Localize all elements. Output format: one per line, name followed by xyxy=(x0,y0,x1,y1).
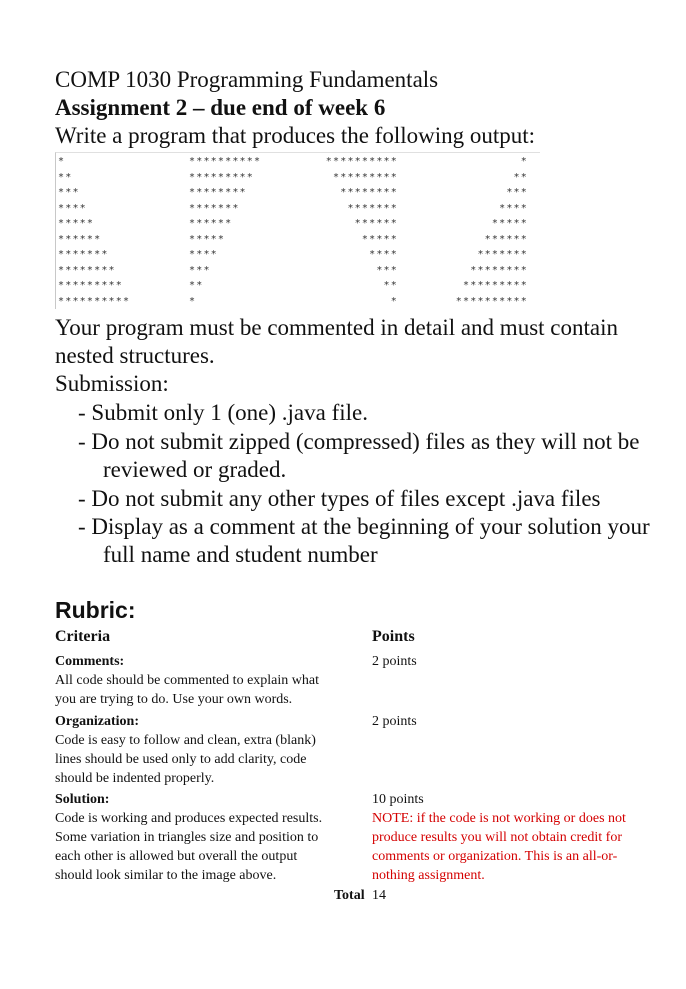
output-stars: **** xyxy=(58,202,87,214)
submission-bullet-2: - Do not submit zipped (compressed) files as they will not be xyxy=(78,429,640,454)
points-comments: 2 points xyxy=(372,654,417,669)
output-stars: ***** xyxy=(189,233,226,245)
output-stars: **** xyxy=(369,249,398,260)
intro-text: Write a program that produces the following output: xyxy=(55,123,536,148)
output-stars: *** xyxy=(376,264,398,276)
output-stars: ********* xyxy=(463,280,528,291)
requirement-line-2: nested structures. xyxy=(55,343,215,368)
criterion-text: All code should be commented to explain what xyxy=(55,673,319,688)
output-stars: ******** xyxy=(189,187,247,198)
output-stars: ***** xyxy=(491,218,528,229)
output-stars: *** xyxy=(506,187,528,198)
submission-bullet-3: - Do not submit any other types of files except .java files xyxy=(78,486,601,511)
output-stars: ** xyxy=(383,280,398,291)
output-stars: ******* xyxy=(347,202,398,214)
output-stars: * xyxy=(390,295,398,307)
output-stars: ****** xyxy=(189,218,233,229)
criterion-text: Some variation in triangles size and position to xyxy=(55,830,319,845)
criterion-comments: Comments: xyxy=(55,654,125,669)
criterion-solution: Solution: xyxy=(55,792,110,807)
assignment-title: Assignment 2 – due end of week 6 xyxy=(55,95,386,120)
points-organization: 2 points xyxy=(372,714,417,729)
output-stars: ******* xyxy=(477,249,528,260)
expected-output-image xyxy=(55,152,540,309)
criterion-text: should look similar to the image above. xyxy=(55,868,277,883)
output-stars: **** xyxy=(189,249,218,260)
criterion-text: each other is allowed but overall the output xyxy=(55,849,298,864)
submission-bullet-4: - Display as a comment at the beginning of your solution your xyxy=(78,514,650,539)
output-stars: ****** xyxy=(58,233,102,245)
requirement-line-1: Your program must be commented in detail and must contain xyxy=(55,315,618,340)
submission-bullet-2-cont: reviewed or graded. xyxy=(103,457,287,482)
output-stars: ** xyxy=(189,280,204,291)
output-stars: ****** xyxy=(484,233,528,245)
criterion-text: Code is easy to follow and clean, extra (blank) xyxy=(55,733,316,748)
output-stars: ******** xyxy=(340,187,398,198)
solution-note: nothing assignment. xyxy=(372,868,485,883)
output-stars: ****** xyxy=(354,218,398,229)
total-value: 14 xyxy=(372,888,386,903)
criterion-text: you are trying to do. Use your own words. xyxy=(55,692,293,707)
output-stars: ** xyxy=(58,171,73,183)
points-solution: 10 points xyxy=(372,792,424,807)
total-label: Total xyxy=(334,888,365,903)
output-stars: ********** xyxy=(189,156,262,167)
submission-label: Submission: xyxy=(55,371,169,396)
output-stars: * xyxy=(520,156,528,167)
output-stars: ***** xyxy=(361,233,398,245)
criteria-header: Criteria xyxy=(55,628,111,645)
rubric-title: Rubric: xyxy=(55,597,136,623)
criterion-text: lines should be used only to add clarity, code xyxy=(55,752,307,767)
solution-note: NOTE: if the code is not working or does not xyxy=(372,811,626,826)
submission-bullet-1: - Submit only 1 (one) .java file. xyxy=(78,400,368,425)
criterion-organization: Organization: xyxy=(55,714,139,729)
output-stars: ******** xyxy=(470,264,528,276)
output-stars: ********* xyxy=(333,171,398,183)
output-stars: ********** xyxy=(325,156,398,167)
output-stars: ********** xyxy=(58,295,131,307)
output-stars: *** xyxy=(58,187,80,198)
criterion-text: should be indented properly. xyxy=(55,771,215,786)
output-stars: ********* xyxy=(58,280,123,291)
output-stars: **** xyxy=(499,202,528,214)
output-stars: ******* xyxy=(58,249,109,260)
course-title: COMP 1030 Programming Fundamentals xyxy=(55,67,439,92)
output-stars: * xyxy=(58,156,66,167)
output-stars: ******* xyxy=(189,202,240,214)
output-stars: ******** xyxy=(58,264,116,276)
output-stars: ********* xyxy=(189,171,254,183)
output-stars: *** xyxy=(189,264,211,276)
solution-note: produce results you will not obtain credit for xyxy=(372,830,622,845)
output-stars: ** xyxy=(513,171,528,183)
output-stars: ********** xyxy=(455,295,528,307)
submission-bullet-4-cont: full name and student number xyxy=(103,542,378,567)
points-header: Points xyxy=(372,628,415,645)
solution-note: comments or organization. This is an all-or- xyxy=(372,849,618,864)
output-stars: * xyxy=(189,295,197,307)
criterion-text: Code is working and produces expected results. xyxy=(55,811,323,826)
output-stars: ***** xyxy=(58,218,95,229)
